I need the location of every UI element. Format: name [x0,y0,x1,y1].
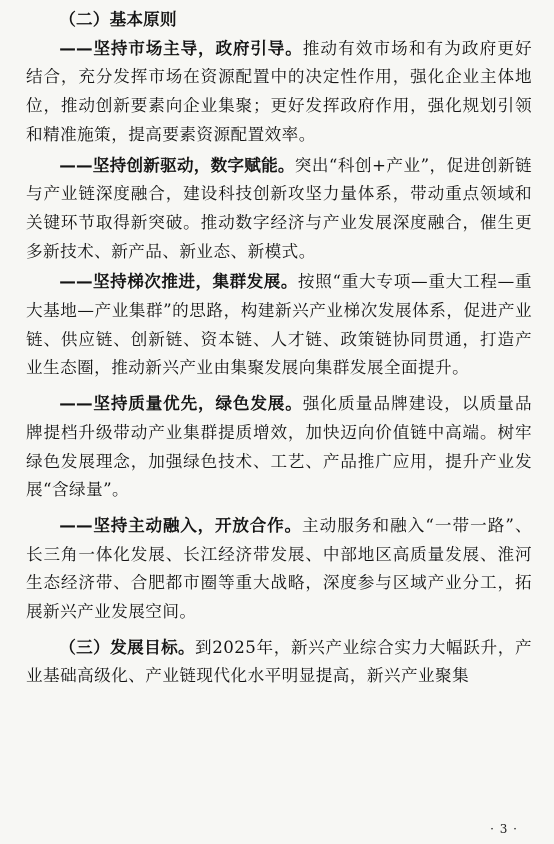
paragraph-spacer [26,627,532,634]
principle-body: 按照“重大专项—重大工程—重大基地—产业集群”的思路，构建新兴产业梯次发展体系，促进产业链、供应链、创新链、资本链、人才链、政策链协同贯通，打造产业生态圈，推动新兴产业由集聚发展向集群发展全面提升。 [26,272,532,378]
principle-paragraph-5 [26,512,532,627]
paragraph-spacer [26,505,532,512]
principle-lead: ——坚持质量优先，绿色发展。 [59,394,303,414]
principle-lead: ——坚持市场主导，政府引导。 [59,38,303,58]
principle-body: 主动服务和融入“一带一路”、长三角一体化发展、长江经济带发展、中部地区高质量发展、淮河生态经济带、合肥都市圈等重大战略，深度参与区域产业分工，拓展新兴产业发展空间。 [26,515,532,622]
principle-paragraph-1 [26,35,532,150]
principle-lead: ——坚持主动融入，开放合作。 [59,515,302,535]
principle-paragraph-4 [26,390,532,505]
paragraph-spacer [26,383,532,390]
principle-lead: ——坚持梯次推进，集群发展。 [59,272,298,292]
principle-paragraph-2 [26,152,532,267]
principle-paragraph-3 [26,268,532,383]
page-number: · 3 · [490,822,518,836]
development-goals-paragraph [26,634,532,691]
principle-body: 强化质量品牌建设，以质量品牌提档升级带动产业集群提质增效，加快迈向价值链中高端。树牢绿色发展理念，加强绿色技术、工艺、产品推广应用，提升产业发展“含绿量”。 [26,394,532,500]
section-heading-basic-principles [26,6,532,35]
principle-lead: ——坚持创新驱动，数字赋能。 [59,155,295,175]
section-body: 到2025年，新兴产业综合实力大幅跃升，产业基础高级化、产业链现代化水平明显提高，新兴产业聚集 [26,637,532,686]
principle-body: 推动有效市场和有为政府更好结合，充分发挥市场在资源配置中的决定性作用，强化企业主体地位，推动创新要素向企业集聚；更好发挥政府作用，强化规划引领和精准施策，提高要素资源配置效率。 [26,38,532,144]
principle-body: 突出“科创+产业”，促进创新链与产业链深度融合，建设科技创新攻坚力量体系，带动重点领域和关键环节取得新突破。推动数字经济与产业发展深度融合，催生更多新技术、新产品、新业态、新模式。 [26,155,532,261]
section-title: （二）基本原则 [59,10,177,29]
section-lead: （三）发展目标。 [59,637,196,657]
